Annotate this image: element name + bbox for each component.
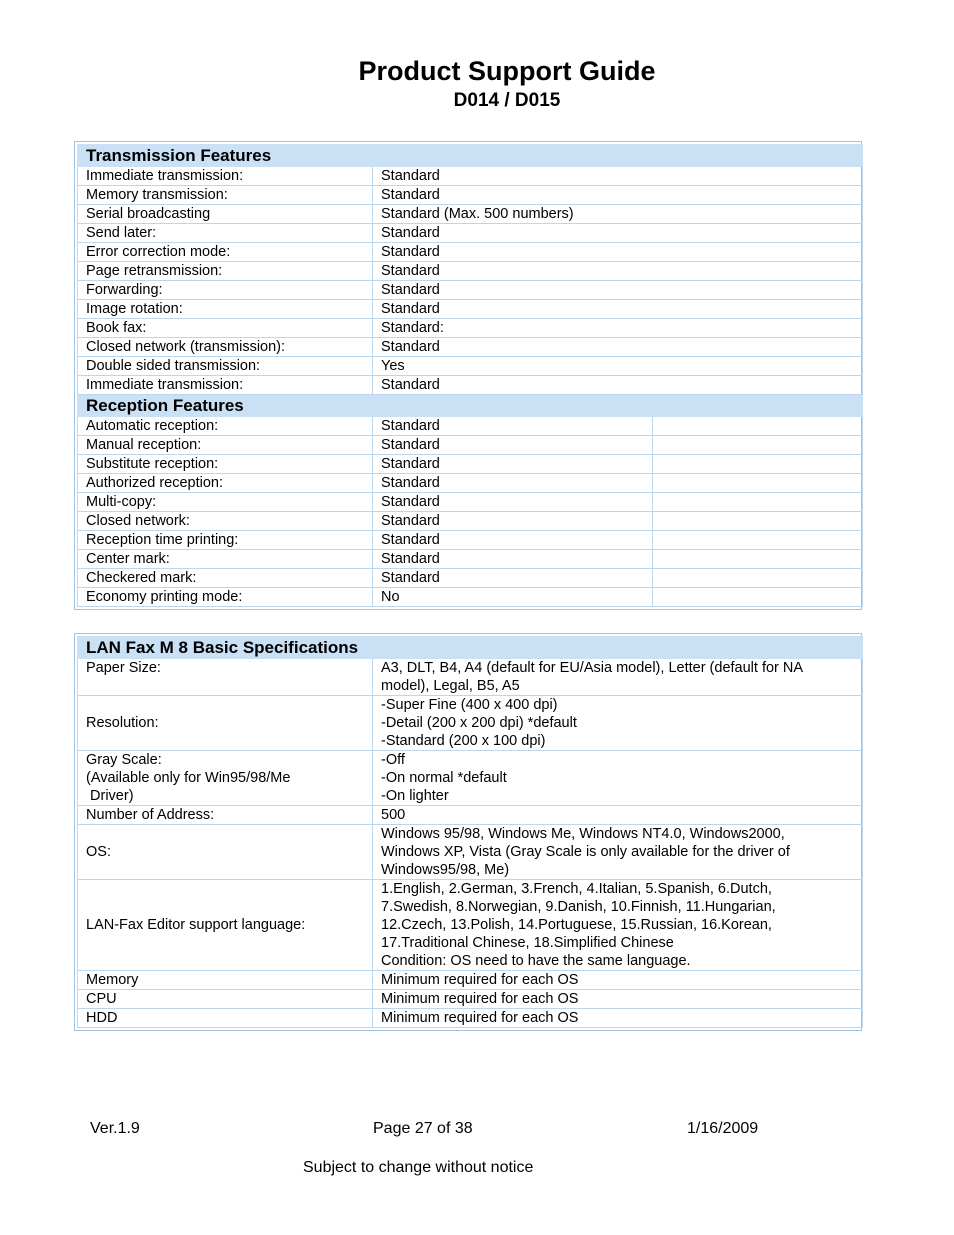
feature-label: Checkered mark: (78, 569, 373, 588)
spec-label: OS: (78, 825, 373, 880)
table-row (78, 357, 863, 376)
table-row (78, 751, 863, 806)
table-row (78, 1009, 863, 1028)
lanfax-spec-table (74, 633, 862, 1031)
spec-label: Paper Size: (78, 659, 373, 696)
feature-label: Closed network: (78, 512, 373, 531)
table-row (78, 436, 863, 455)
feature-label: Memory transmission: (78, 186, 373, 205)
feature-label: Forwarding: (78, 281, 373, 300)
spec-label: LAN-Fax Editor support language: (78, 880, 373, 971)
table-row (78, 417, 863, 436)
feature-label: Manual reception: (78, 436, 373, 455)
footer-notice: Subject to change without notice (303, 1159, 534, 1176)
table-row (78, 455, 863, 474)
feature-label: Serial broadcasting (78, 205, 373, 224)
feature-label: Send later: (78, 224, 373, 243)
feature-label: Immediate transmission: (78, 376, 373, 395)
footer-page-number: Page 27 of 38 (373, 1120, 473, 1137)
feature-value: Standard (373, 417, 653, 436)
feature-value: Standard (373, 455, 653, 474)
spec-value: Minimum required for each OS (373, 971, 863, 990)
feature-value: Standard (373, 243, 863, 262)
feature-value: Standard (373, 338, 863, 357)
table-row (78, 569, 863, 588)
lanfax-heading: LAN Fax M 8 Basic Specifications (78, 637, 863, 659)
feature-value: Standard (373, 224, 863, 243)
feature-value: Standard (373, 436, 653, 455)
spec-value: Windows 95/98, Windows Me, Windows NT4.0, Windows2000, Windows XP, Vista (Gray Scale is only available for the driver of Windows95/98, Me) (373, 825, 863, 880)
feature-label: Automatic reception: (78, 417, 373, 436)
table-row (78, 319, 863, 338)
feature-label: Closed network (transmission): (78, 338, 373, 357)
empty-cell (653, 588, 863, 607)
spec-label: Resolution: (78, 696, 373, 751)
feature-label: Image rotation: (78, 300, 373, 319)
empty-cell (653, 474, 863, 493)
table-row (78, 300, 863, 319)
table-row (78, 167, 863, 186)
empty-cell (653, 493, 863, 512)
empty-cell (653, 455, 863, 474)
spec-value: -Off -On normal *default -On lighter (373, 751, 863, 806)
spec-value: -Super Fine (400 x 400 dpi) -Detail (200 x 200 dpi) *default -Standard (200 x 100 dpi) (373, 696, 863, 751)
feature-label: Multi-copy: (78, 493, 373, 512)
table-row (78, 825, 863, 880)
feature-label: Book fax: (78, 319, 373, 338)
table-row (78, 971, 863, 990)
spec-value: Minimum required for each OS (373, 1009, 863, 1028)
feature-value: Standard (373, 167, 863, 186)
spec-label: HDD (78, 1009, 373, 1028)
page-title: Product Support Guide (358, 56, 656, 86)
spec-value: Minimum required for each OS (373, 990, 863, 1009)
empty-cell (653, 512, 863, 531)
table-row (78, 224, 863, 243)
table-row (78, 338, 863, 357)
model-subtitle: D014 / D015 (453, 90, 561, 111)
empty-cell (653, 417, 863, 436)
table-row (78, 696, 863, 751)
table-row (78, 806, 863, 825)
table-row (78, 205, 863, 224)
feature-value: Standard (373, 262, 863, 281)
table-row (78, 659, 863, 696)
table-row (78, 376, 863, 395)
spec-value: 500 (373, 806, 863, 825)
footer-date: 1/16/2009 (687, 1120, 759, 1137)
table-row (78, 281, 863, 300)
feature-label: Error correction mode: (78, 243, 373, 262)
feature-label: Center mark: (78, 550, 373, 569)
feature-value: Standard (373, 531, 653, 550)
empty-cell (653, 569, 863, 588)
table-row (78, 880, 863, 971)
spec-label: Number of Address: (78, 806, 373, 825)
spec-value: 1.English, 2.German, 3.French, 4.Italian, 5.Spanish, 6.Dutch, 7.Swedish, 8.Norwegian, 9.Danish, 10.Finnish, 11.Hungarian, 12.Czech, 13.Polish, 14.Portuguese, 15.Russian, 16.Korean, 17.Traditional Chinese, 18.Simplified Chinese Condition: OS need to have the same language. (373, 880, 863, 971)
feature-value: Yes (373, 357, 863, 376)
feature-label: Substitute reception: (78, 455, 373, 474)
feature-value: Standard (373, 281, 863, 300)
table-row (78, 512, 863, 531)
table-row (78, 588, 863, 607)
feature-value: Standard (Max. 500 numbers) (373, 205, 863, 224)
empty-cell (653, 436, 863, 455)
empty-cell (653, 531, 863, 550)
feature-value: Standard (373, 512, 653, 531)
feature-value: Standard: (373, 319, 863, 338)
footer-version: Ver.1.9 (90, 1120, 140, 1137)
table-row (78, 474, 863, 493)
empty-cell (653, 550, 863, 569)
feature-value: Standard (373, 550, 653, 569)
feature-value: Standard (373, 569, 653, 588)
feature-label: Economy printing mode: (78, 588, 373, 607)
spec-label: CPU (78, 990, 373, 1009)
feature-label: Reception time printing: (78, 531, 373, 550)
feature-label: Immediate transmission: (78, 167, 373, 186)
spec-label: Gray Scale: (Available only for Win95/98/Me Driver) (78, 751, 373, 806)
feature-value: Standard (373, 493, 653, 512)
feature-label: Page retransmission: (78, 262, 373, 281)
feature-value: No (373, 588, 653, 607)
reception-heading: Reception Features (78, 395, 863, 417)
table-row (78, 493, 863, 512)
table-row (78, 262, 863, 281)
spec-label: Memory (78, 971, 373, 990)
table-row (78, 990, 863, 1009)
table-row (78, 531, 863, 550)
features-table (74, 141, 862, 610)
table-row (78, 186, 863, 205)
table-row (78, 550, 863, 569)
feature-label: Authorized reception: (78, 474, 373, 493)
feature-value: Standard (373, 376, 863, 395)
table-row (78, 243, 863, 262)
feature-value: Standard (373, 474, 653, 493)
feature-value: Standard (373, 186, 863, 205)
spec-value: A3, DLT, B4, A4 (default for EU/Asia model), Letter (default for NA model), Legal, B5, A5 (373, 659, 863, 696)
feature-label: Double sided transmission: (78, 357, 373, 376)
feature-value: Standard (373, 300, 863, 319)
transmission-heading: Transmission Features (78, 145, 863, 167)
